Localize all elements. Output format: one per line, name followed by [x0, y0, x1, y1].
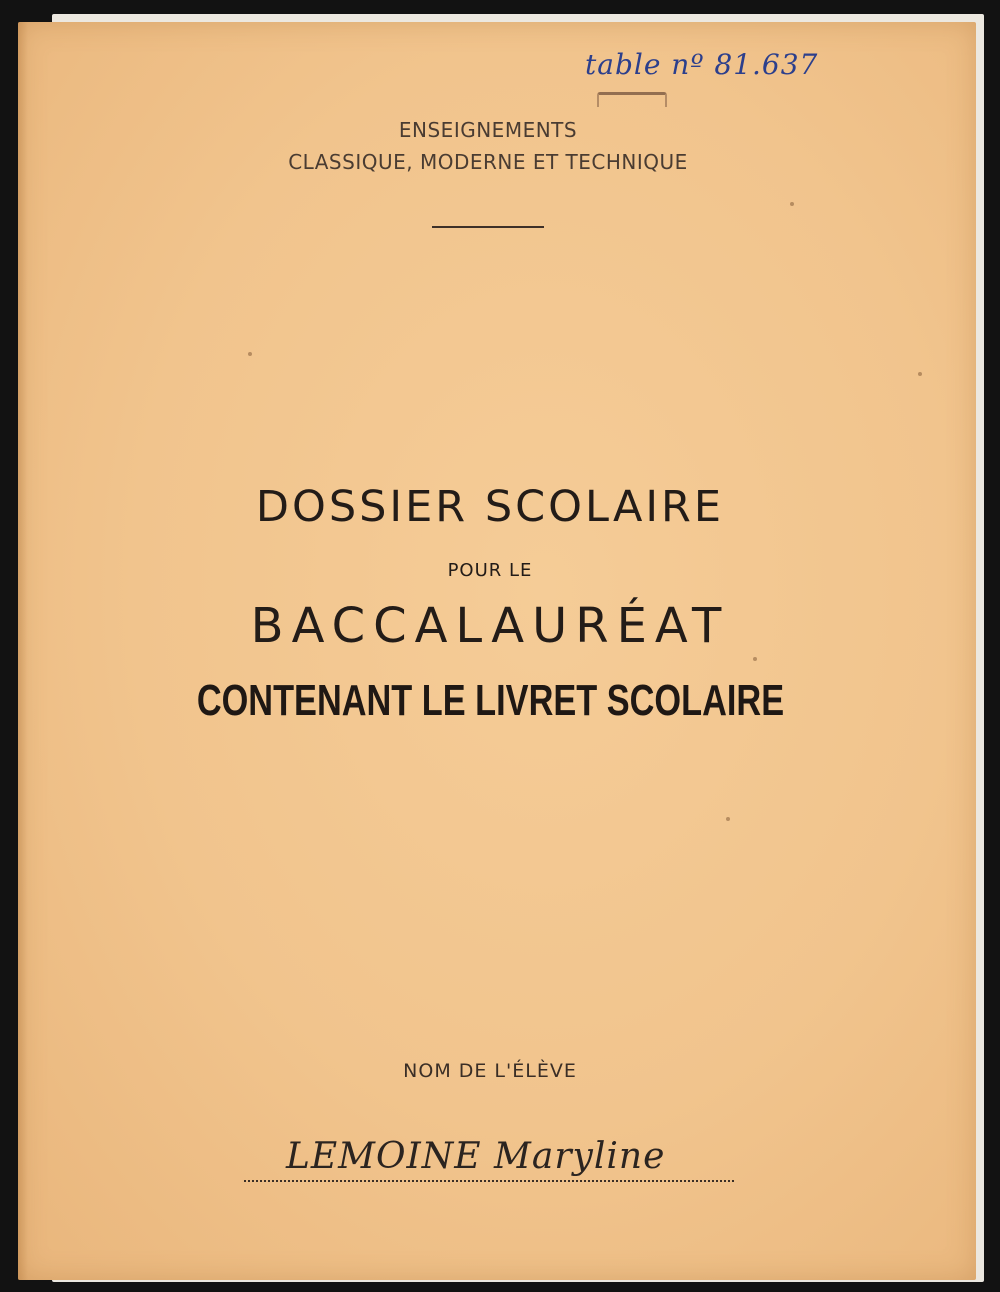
paper-speck [248, 352, 252, 356]
title-baccalaureat: BACCALAURÉAT [250, 598, 730, 654]
paper-speck [726, 817, 730, 821]
title-livret-scolaire [0, 676, 980, 726]
reference-note: table nº 81.637 [585, 48, 819, 81]
header-line-1: ENSEIGNEMENTS [398, 118, 578, 142]
header-divider [432, 226, 544, 228]
student-name-label: NOM DE L'ÉLÈVE [403, 1060, 577, 1082]
paper-speck [790, 202, 794, 206]
paper-speck [918, 372, 922, 376]
student-name: LEMOINE Maryline [286, 1136, 666, 1177]
header-line-2: CLASSIQUE, MODERNE ET TECHNIQUE [288, 150, 688, 174]
paper-speck [753, 657, 757, 661]
title-pour-le: POUR LE [447, 560, 533, 581]
staple-mark [597, 92, 667, 107]
title-livret-scolaire-text: CONTENANT LE LIVRET SCOLAIRE [196, 676, 784, 725]
title-dossier-scolaire: DOSSIER SCOLAIRE [255, 482, 725, 532]
student-name-line [244, 1180, 734, 1182]
